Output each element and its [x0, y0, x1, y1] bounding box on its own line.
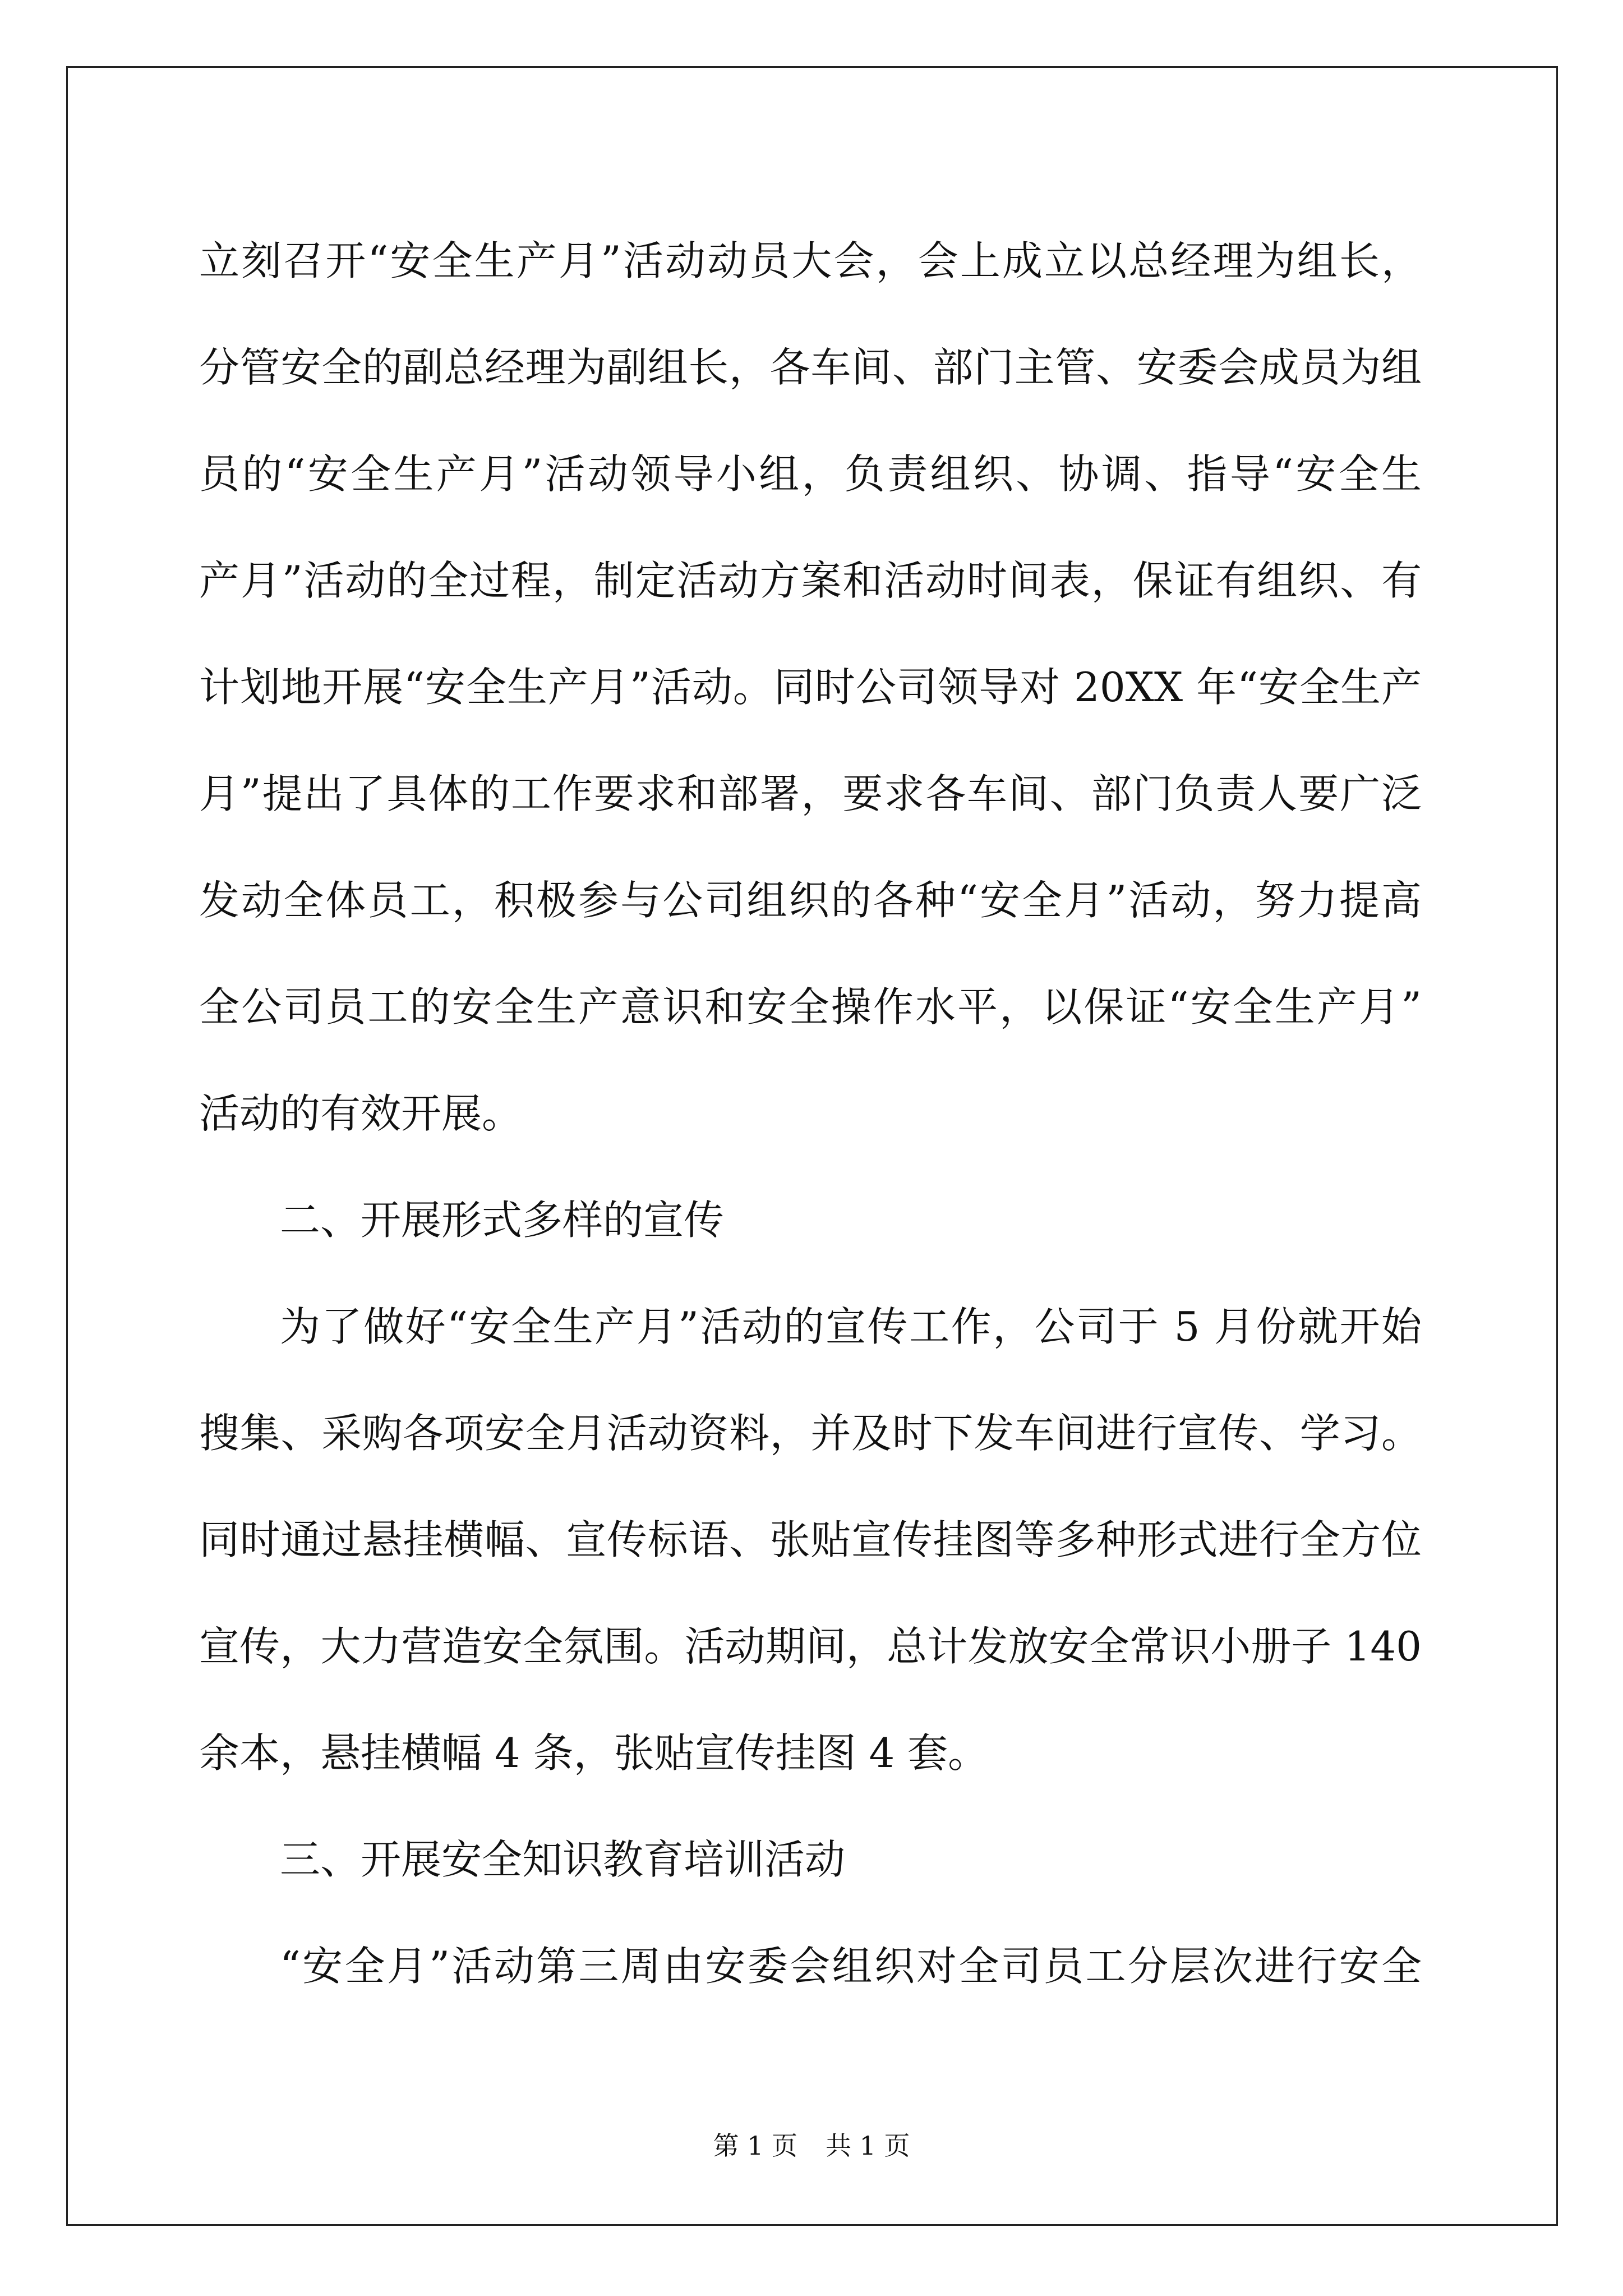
text-line: “安全月”活动第三周由安委会组织对全司员工分层次进行安全	[280, 1943, 1422, 1990]
page-total: 共 1 页	[826, 2131, 910, 2161]
text-line: 宣传，大力营造安全氛围。活动期间，总计发放安全常识小册子 140	[199, 1623, 1422, 1670]
section-heading: 三、开展安全知识教育培训活动	[280, 1836, 846, 1883]
text-line: 分管安全的副总经理为副组长，各车间、部门主管、安委会成员为组	[199, 344, 1422, 391]
section-heading: 二、开展形式多样的宣传	[280, 1197, 725, 1244]
text-line: 产月”活动的全过程，制定活动方案和活动时间表，保证有组织、有	[199, 557, 1422, 604]
text-line: 发动全体员工，积极参与公司组织的各种“安全月”活动，努力提高	[199, 877, 1422, 924]
text-line: 员的“安全生产月”活动领导小组，负责组织、协调、指导“安全生	[199, 450, 1422, 498]
text-line: 计划地开展“安全生产月”活动。同时公司领导对 20XX 年“安全生产	[199, 664, 1422, 711]
text-line: 月”提出了具体的工作要求和部署，要求各车间、部门负责人要广泛	[199, 770, 1422, 817]
text-line: 活动的有效开展。	[199, 1090, 523, 1137]
text-line: 搜集、采购各项安全月活动资料，并及时下发车间进行宣传、学习。	[199, 1410, 1422, 1457]
text-line: 立刻召开“安全生产月”活动动员大会，会上成立以总经理为组长，	[199, 237, 1422, 284]
text-line: 为了做好“安全生产月”活动的宣传工作，公司于 5 月份就开始	[280, 1303, 1422, 1350]
text-line: 全公司员工的安全生产意识和安全操作水平，以保证“安全生产月”	[199, 983, 1422, 1030]
page-number: 第 1 页	[713, 2131, 797, 2161]
text-line: 余本，悬挂横幅 4 条，张贴宣传挂图 4 套。	[199, 1729, 989, 1777]
page-footer	[0, 2129, 1623, 2162]
document-body	[199, 208, 1422, 2019]
text-line: 同时通过悬挂横幅、宣传标语、张贴宣传挂图等多种形式进行全方位	[199, 1516, 1422, 1563]
